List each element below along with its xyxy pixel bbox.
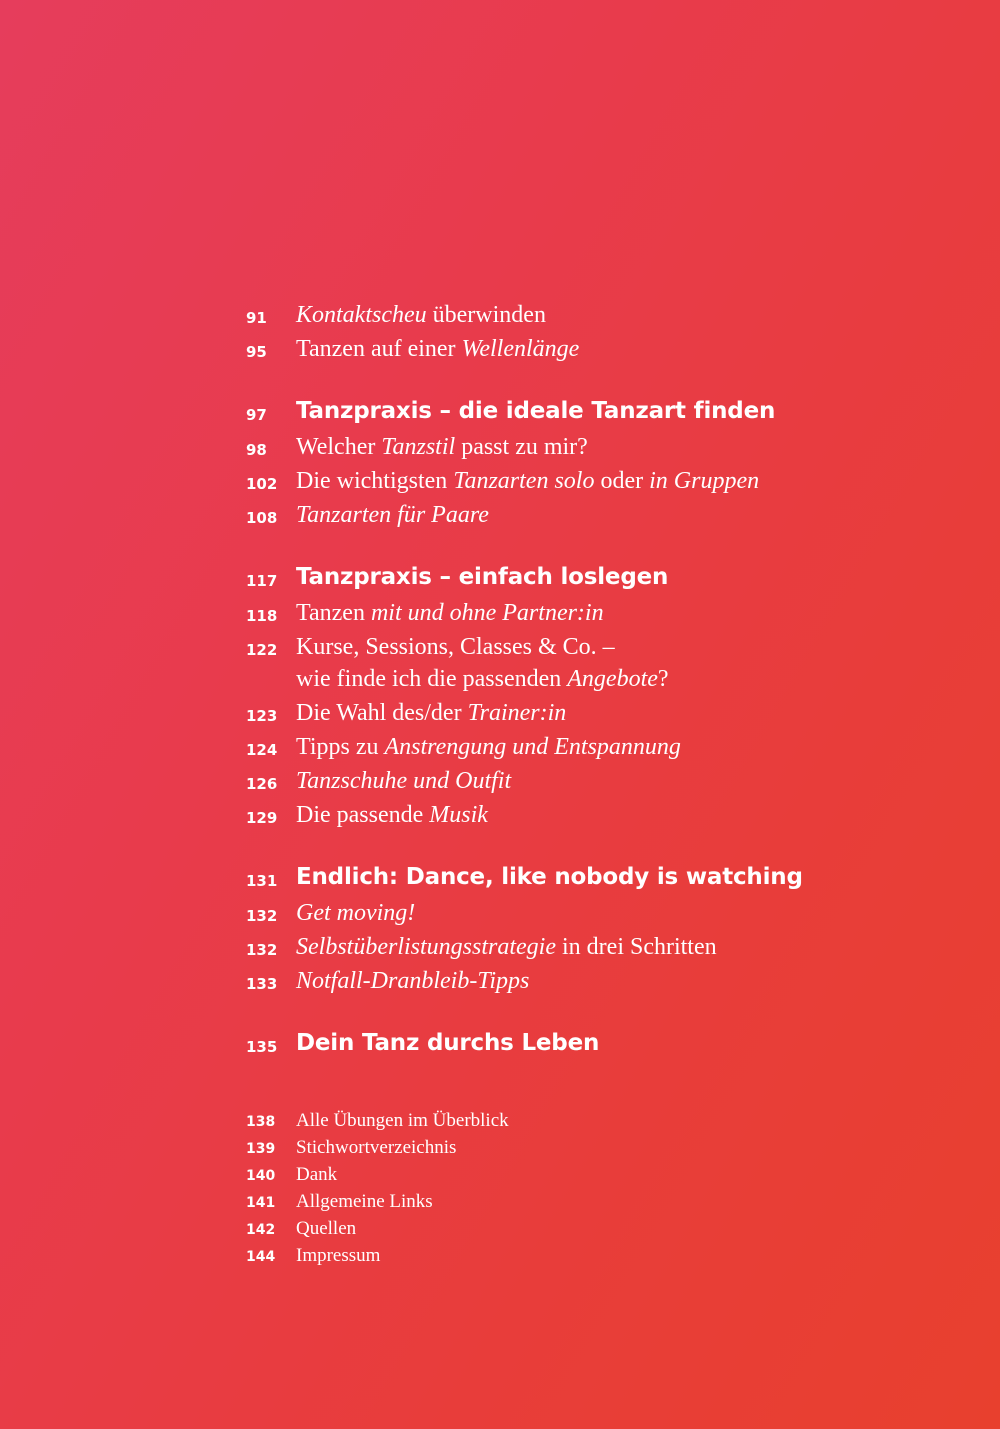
emphasis-run: Tanzschuhe und Outfit [296, 768, 512, 794]
entry-title [296, 302, 546, 329]
text-run: passt zu mir? [455, 434, 588, 460]
page-number: 91 [246, 309, 267, 327]
page-number: 117 [246, 572, 278, 590]
entry-title [296, 1164, 337, 1186]
text-run: Impressum [296, 1245, 381, 1266]
page-number: 98 [246, 441, 267, 459]
page-number: 138 [246, 1114, 276, 1130]
text-run: Tanzen auf einer [296, 336, 462, 362]
entry-title [296, 734, 681, 761]
entry-title [296, 934, 717, 961]
entry-title [296, 468, 759, 495]
emphasis-run: Get moving! [296, 900, 416, 926]
page-number: 126 [246, 775, 278, 793]
chapter-title [296, 564, 668, 590]
entry-title [296, 1191, 433, 1213]
page-number: 142 [246, 1222, 276, 1238]
entry-title [296, 1137, 456, 1159]
chapter-title [296, 1030, 599, 1056]
chapter-title [296, 864, 803, 890]
page-number: 129 [246, 809, 278, 827]
text-run: ? [657, 666, 669, 692]
page-number: 140 [246, 1168, 276, 1184]
entry-title [296, 634, 615, 661]
page-number: 132 [246, 941, 278, 959]
entry-title [296, 1245, 380, 1267]
entry-title [296, 1110, 509, 1132]
page-number: 108 [246, 509, 278, 527]
page-number: 139 [246, 1141, 276, 1157]
text-run: Tanzen [296, 600, 371, 626]
entry-title [296, 900, 415, 927]
text-run: Dank [296, 1164, 338, 1185]
entry-title [296, 802, 488, 829]
entry-title [296, 502, 489, 529]
emphasis-run: mit und ohne Partner:in [370, 600, 604, 626]
emphasis-run: in Gruppen [649, 468, 760, 494]
emphasis-run: Musik [429, 802, 488, 828]
entry-title [296, 700, 566, 727]
page-number: 135 [246, 1038, 278, 1056]
emphasis-run: Kontaktscheu [296, 302, 427, 328]
text-run: Die wichtigsten [296, 468, 454, 494]
text-run: oder [594, 468, 650, 494]
text-run: Welcher [296, 434, 382, 460]
page-number: 95 [246, 343, 267, 361]
text-run: Tanzpraxis – einfach loslegen [296, 564, 669, 590]
text-run: Die Wahl des/der [296, 700, 468, 726]
page-number: 123 [246, 707, 278, 725]
emphasis-run: Tanzstil [381, 434, 456, 460]
page-number: 97 [246, 406, 267, 424]
page-number: 122 [246, 641, 278, 659]
page-number: 144 [246, 1249, 276, 1265]
entry-title [296, 968, 529, 995]
text-run: überwinden [426, 302, 546, 328]
entry-title [296, 1218, 356, 1240]
emphasis-run: Tanzarten für Paare [296, 502, 489, 528]
page-number: 132 [246, 907, 278, 925]
page-number: 133 [246, 975, 278, 993]
page-number: 141 [246, 1195, 276, 1211]
entry-title [296, 768, 511, 795]
entry-title [296, 336, 579, 363]
text-run: wie finde ich die passenden [296, 666, 568, 692]
page-number: 118 [246, 607, 278, 625]
page-number: 102 [246, 475, 278, 493]
chapter-title [296, 398, 775, 424]
text-run: Endlich: Dance, like nobody is watching [296, 864, 803, 890]
text-run: Kurse, Sessions, Classes & Co. – [296, 634, 615, 660]
entry-title [296, 434, 588, 461]
emphasis-run: Wellenlänge [461, 336, 580, 362]
emphasis-run: Tanzarten solo [453, 468, 595, 494]
text-run: Stichwortverzeichnis [296, 1137, 457, 1158]
text-run: Allgemeine Links [296, 1191, 433, 1212]
entry-title [296, 666, 669, 693]
page-number: 124 [246, 741, 278, 759]
entry-title [296, 600, 604, 627]
emphasis-run: Notfall-Dranbleib-Tipps [296, 968, 530, 994]
emphasis-run: Anstrengung und Entspannung [384, 734, 681, 760]
text-run: Tanzpraxis – die ideale Tanzart finden [296, 398, 776, 424]
emphasis-run: Angebote [567, 666, 658, 692]
text-run: Tipps zu [296, 734, 385, 760]
text-run: Alle Übungen im Überblick [296, 1110, 509, 1131]
text-run: Die passende [296, 802, 430, 828]
emphasis-run: Trainer:in [467, 700, 567, 726]
page-number: 131 [246, 872, 278, 890]
text-run: in drei Schritten [556, 934, 717, 960]
text-run: Dein Tanz durchs Leben [296, 1030, 600, 1056]
text-run: Quellen [296, 1218, 357, 1239]
emphasis-run: Selbstüberlistungsstrategie [296, 934, 556, 960]
